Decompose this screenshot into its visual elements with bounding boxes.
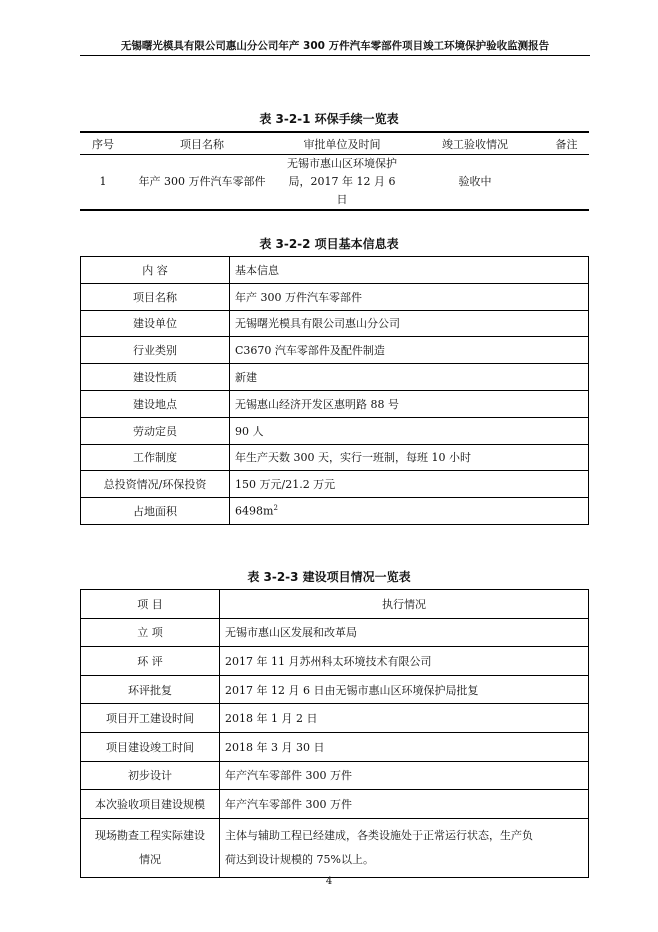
- cell-note: [544, 155, 589, 211]
- row-value: 年产 300 万件汽车零部件: [230, 283, 589, 310]
- table-row: [81, 390, 589, 417]
- table-row: [81, 761, 589, 790]
- table-header-row: [81, 590, 589, 619]
- cell-project-name: 年产 300 万件汽车零部件: [126, 155, 278, 211]
- table-row: [81, 417, 589, 444]
- table-row: [81, 444, 589, 471]
- table-row: [81, 618, 589, 647]
- row-key: 占地面积: [81, 498, 230, 525]
- row-key: 建设地点: [81, 390, 230, 417]
- cell-no: 1: [80, 155, 126, 211]
- row-key: 总投资情况/环保投资: [81, 471, 230, 498]
- row-key: 环评批复: [81, 675, 220, 704]
- row-value: 无锡曙光模具有限公司惠山分公司: [230, 310, 589, 337]
- row-key: 环 评: [81, 647, 220, 676]
- row-key: 工作制度: [81, 444, 230, 471]
- row-value: 基本信息: [230, 257, 589, 284]
- table-row: [81, 818, 589, 877]
- row-value: 无锡市惠山区发展和改革局: [220, 618, 589, 647]
- row-value: 2017 年 11 月苏州科太环境技术有限公司: [220, 647, 589, 676]
- table-row: [81, 364, 589, 391]
- cell-approval: [278, 155, 406, 211]
- approval-table: [80, 131, 589, 211]
- row-value: [230, 498, 589, 525]
- row-value: [220, 818, 589, 877]
- table-row: [81, 732, 589, 761]
- table-row: [81, 257, 589, 284]
- column-header: 竣工验收情况: [406, 132, 544, 155]
- row-key: 项目开工建设时间: [81, 704, 220, 733]
- row-value: 年产汽车零部件 300 万件: [220, 761, 589, 790]
- table2-caption: 表 3-2-2 项目基本信息表: [259, 237, 399, 251]
- header-rule: [80, 55, 590, 56]
- row-value: 150 万元/21.2 万元: [230, 471, 589, 498]
- row-key: 建设单位: [81, 310, 230, 337]
- column-header: 执行情况: [220, 590, 589, 619]
- table-row: [81, 471, 589, 498]
- table1-caption: 表 3-2-1 环保手续一览表: [259, 112, 399, 126]
- row-key: 行业类别: [81, 337, 230, 364]
- table-row: [81, 790, 589, 819]
- page-number: 4: [325, 876, 333, 887]
- row-key-line: 情况: [139, 852, 161, 866]
- row-key: 劳动定员: [81, 417, 230, 444]
- row-value: C3670 汽车零部件及配件制造: [230, 337, 589, 364]
- row-value: 新建: [230, 364, 589, 391]
- table-row: [81, 704, 589, 733]
- column-header: 审批单位及时间: [278, 132, 406, 155]
- row-key-line: 现场勘查工程实际建设: [95, 828, 205, 842]
- row-value: 2018 年 1 月 2 日: [220, 704, 589, 733]
- construction-status-table: [80, 589, 589, 878]
- row-key: 项目建设竣工时间: [81, 732, 220, 761]
- row-key: 立 项: [81, 618, 220, 647]
- row-key: 项目名称: [81, 283, 230, 310]
- table-row: [81, 337, 589, 364]
- row-value: 2017 年 12 月 6 日由无锡市惠山区环境保护局批复: [220, 675, 589, 704]
- area-unit-superscript: 2: [273, 504, 278, 513]
- row-value: 年生产天数 300 天，实行一班制，每班 10 小时: [230, 444, 589, 471]
- row-key: 建设性质: [81, 364, 230, 391]
- table-row: [81, 647, 589, 676]
- row-value: 无锡惠山经济开发区惠明路 88 号: [230, 390, 589, 417]
- column-header: 项目名称: [126, 132, 278, 155]
- cell-status: 验收中: [406, 155, 544, 211]
- document-header: 无锡曙光模具有限公司惠山分公司年产 300 万件汽车零部件项目竣工环境保护验收监测报告: [120, 40, 550, 52]
- table3-caption: 表 3-2-3 建设项目情况一览表: [247, 570, 411, 584]
- table-row: [81, 310, 589, 337]
- area-value: 6498m: [235, 504, 274, 518]
- row-value: 2018 年 3 月 30 日: [220, 732, 589, 761]
- table-row: [81, 498, 589, 525]
- approval-line: 无锡市惠山区环境保护: [287, 157, 397, 170]
- row-key: 本次验收项目建设规模: [81, 790, 220, 819]
- row-value: 年产汽车零部件 300 万件: [220, 790, 589, 819]
- column-header: 项 目: [81, 590, 220, 619]
- column-header: 序号: [80, 132, 126, 155]
- table-header-row: [80, 132, 589, 155]
- row-key: 初步设计: [81, 761, 220, 790]
- column-header: 备注: [544, 132, 589, 155]
- table-row: [81, 675, 589, 704]
- row-value-line: 荷达到设计规模的 75%以上。: [225, 852, 374, 866]
- row-value-line: 主体与辅助工程已经建成，各类设施处于正常运行状态，生产负: [225, 828, 533, 842]
- row-key: [81, 818, 220, 877]
- row-value: 90 人: [230, 417, 589, 444]
- row-key: 内 容: [81, 257, 230, 284]
- table-row: [81, 283, 589, 310]
- approval-line: 局，2017 年 12 月 6 日: [288, 175, 396, 206]
- table-row: [80, 155, 589, 211]
- project-info-table: [80, 256, 589, 525]
